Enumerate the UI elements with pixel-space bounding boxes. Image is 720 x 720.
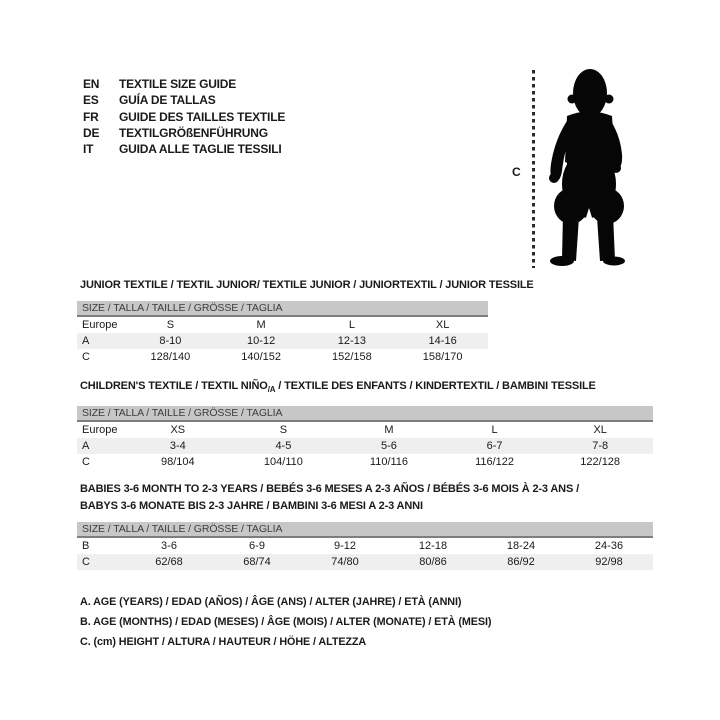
children-size-table [77, 406, 653, 470]
age-cell: 12-13 [337, 335, 366, 347]
age-cell: 3-4 [169, 440, 186, 452]
age-cell: 8-10 [159, 335, 182, 347]
row-label: A [82, 335, 90, 347]
height-cell: 74/80 [331, 556, 359, 568]
children-table-title [80, 378, 596, 398]
language-code: EN [83, 77, 100, 91]
language-code: FR [83, 109, 99, 124]
age-cell: 5-6 [381, 440, 397, 452]
babies-size-table [77, 522, 653, 570]
language-list [83, 76, 285, 157]
size-header-row: SIZE / TALLA / TAILLE / GRÖSSE / TAGLIA [77, 522, 653, 538]
age-cell: 10-12 [247, 335, 276, 347]
row-label: B [82, 540, 90, 552]
size-header-row: SIZE / TALLA / TAILLE / GRÖSSE / TAGLIA [77, 406, 653, 422]
legend-height-cm: C. (cm) HEIGHT / ALTURA / HAUTEUR / HÖHE / ALTEZZA [80, 636, 367, 648]
babies-title-line2: BABYS 3-6 MONATE BIS 2-3 JAHRE / BAMBINI 3-6 MESI A 2-3 ANNI [80, 500, 423, 512]
size-cell: XS [170, 424, 186, 436]
size-header-row: SIZE / TALLA / TAILLE / GRÖSSE / TAGLIA [77, 301, 488, 317]
height-marker-label: C [512, 165, 521, 179]
row-label: Europe [82, 424, 118, 436]
size-cell: XL [593, 424, 607, 436]
language-label: TEXTILE SIZE GUIDE [119, 77, 237, 91]
table-row-months [77, 538, 653, 554]
baby-silhouette-icon [543, 64, 633, 269]
babies-table-title [80, 481, 579, 515]
legend-age-months: B. AGE (MONTHS) / EDAD (MESES) / ÂGE (MOIS) / ALTER (MONATE) / ETÀ (MESI) [80, 616, 492, 628]
size-cell: XL [435, 319, 450, 331]
language-row-fr [83, 109, 285, 125]
height-cell: 122/128 [580, 456, 621, 468]
table-row-age [77, 333, 488, 349]
language-row-en [83, 76, 285, 92]
height-cell: 62/68 [155, 556, 183, 568]
height-cell: 116/122 [475, 456, 515, 468]
language-label: GUÍA DE TALLAS [119, 93, 216, 108]
language-label: GUIDE DES TAILLES TEXTILE [119, 109, 286, 124]
age-cell: 4-5 [275, 440, 292, 452]
height-cell: 110/116 [369, 456, 409, 468]
months-cell: 24-36 [594, 540, 624, 552]
size-cell: S [166, 319, 175, 331]
age-cell: 7-8 [592, 440, 609, 452]
table-row-age [77, 438, 653, 454]
size-cell: L [491, 424, 498, 436]
row-label: C [82, 351, 90, 363]
height-cell: 68/74 [243, 556, 271, 568]
months-cell: 12-18 [418, 540, 448, 552]
row-label: A [82, 440, 90, 452]
size-cell: S [279, 424, 288, 436]
language-label: GUIDA ALLE TAGLIE TESSILI [119, 142, 282, 157]
babies-title-line1: BABIES 3-6 MONTH TO 2-3 YEARS / BEBÉS 3-6 MESES A 2-3 AÑOS / BÉBÉS 3-6 MOIS À 2-3 ANS / [80, 483, 579, 495]
legend [80, 592, 491, 652]
junior-size-table [77, 301, 488, 365]
size-cell: M [384, 424, 394, 436]
age-cell: 6-7 [486, 440, 503, 452]
height-cell: 140/152 [241, 351, 281, 363]
size-cell: L [348, 319, 355, 331]
height-cell: 98/104 [160, 456, 195, 468]
table-row-europe [77, 422, 653, 438]
language-row-de [83, 125, 285, 141]
months-cell: 3-6 [161, 540, 177, 552]
height-cell: 80/86 [419, 556, 447, 568]
language-row-es [83, 92, 285, 108]
age-cell: 14-16 [428, 335, 457, 347]
junior-table-title: JUNIOR TEXTILE / TEXTIL JUNIOR/ TEXTILE JUNIOR / JUNIORTEXTIL / JUNIOR TESSILE [80, 279, 534, 291]
language-row-it [83, 141, 285, 157]
months-cell: 18-24 [506, 540, 536, 552]
children-title-rest: / TEXTILE DES ENFANTS / KINDERTEXTIL / BAMBINI TESSILE [275, 380, 596, 392]
months-cell: 9-12 [333, 540, 357, 552]
row-label: C [82, 456, 90, 468]
table-row-height [77, 454, 653, 470]
months-cell: 6-9 [249, 540, 265, 552]
height-cell: 92/98 [595, 556, 623, 568]
language-code: IT [83, 142, 94, 157]
height-cell: 104/110 [263, 456, 303, 468]
table-row-height [77, 554, 653, 570]
legend-age-years: A. AGE (YEARS) / EDAD (AÑOS) / ÂGE (ANS) / ALTER (JAHRE) / ETÀ (ANNI) [80, 596, 462, 608]
table-row-height [77, 349, 488, 365]
height-cell: 86/92 [507, 556, 535, 568]
table-row-europe [77, 317, 488, 333]
language-code: ES [83, 93, 99, 108]
height-cell: 128/140 [150, 351, 191, 363]
children-title-main: CHILDREN'S TEXTILE / TEXTIL NIÑO [80, 380, 268, 392]
height-cell: 152/158 [331, 351, 372, 363]
language-label: TEXTILGRÖßENFÜHRUNG [119, 125, 268, 140]
row-label: C [82, 556, 90, 568]
height-cell: 158/170 [422, 351, 463, 363]
size-cell: M [256, 319, 266, 331]
height-dashed-line [532, 70, 535, 268]
language-code: DE [83, 125, 100, 140]
children-title-sub: /A [267, 385, 276, 395]
row-label: Europe [82, 319, 118, 331]
